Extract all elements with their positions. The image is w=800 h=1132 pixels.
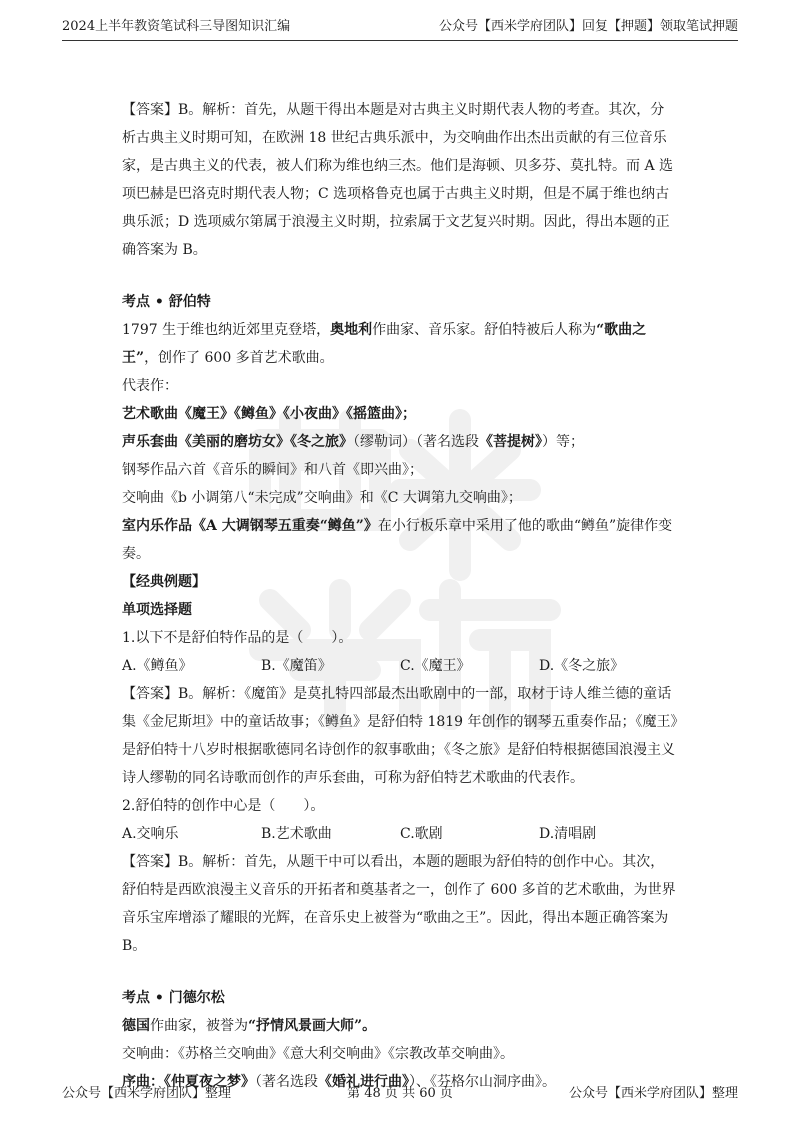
answer-2: 【答案】B。解析：首先，从题干中可以看出，本题的题眼为舒伯特的创作中心。其次，舒伯特是西欧浪漫主义音乐的开拓者和奠基者之一，创作了 600 多首的艺术歌曲，为世界音乐宝库增添了耀眼的光辉，在音乐史上被誉为“歌曲之王”。因此，得出本题正确答案为 B。 <box>122 854 676 954</box>
classic-examples-label: 【经典例题】 <box>122 574 206 590</box>
mendelssohn-symphonies: 交响曲：《苏格兰交响曲》《意大利交响曲》《宗教改革交响曲》。 <box>122 1046 514 1062</box>
works-chamber <box>122 512 678 568</box>
question-2: 2.舒伯特的创作中心是（ ）。 <box>122 798 325 814</box>
mendelssohn-honor: “抒情风景画大师”。 <box>248 1018 377 1034</box>
footer-left: 公众号【西米学府团队】整理 <box>62 1086 232 1101</box>
works-piano: 钢琴作品六首《音乐的瞬间》和八首《即兴曲》； <box>122 462 423 478</box>
page-number: 第 48 页 共 60 页 <box>347 1086 453 1101</box>
mendelssohn-intro <box>122 1012 678 1040</box>
header-title: 2024上半年教资笔试科三导图知识汇编 <box>62 19 291 34</box>
schubert-intro-text-3: ，创作了 600 多首艺术歌曲。 <box>144 350 334 366</box>
schubert-country: 奥地利 <box>330 322 373 338</box>
schubert-intro <box>122 316 678 372</box>
question-1: 1.以下不是舒伯特作品的是（ ）。 <box>122 630 353 646</box>
overture-excerpt: 《婚礼进行曲》 <box>318 1074 409 1090</box>
page-content <box>122 96 678 1096</box>
chamber-title: 室内乐作品《A 大调钢琴五重奏“鳟鱼”》 <box>122 518 378 534</box>
schubert-intro-text-2: 作曲家、音乐家。舒伯特被后人称为 <box>372 322 597 338</box>
question-2-options <box>122 820 678 848</box>
answer-1: 【答案】B。解析：《魔笛》是莫扎特四部最杰出歌剧中的一部，取材于诗人维兰德的童话集《金尼斯坦》中的童话故事；《鳟鱼》是舒伯特 1819 年创作的钢琴五重奏作品；《魔王》是舒伯特十八岁时根据歌德同名诗创作的叙事歌曲；《冬之旅》是舒伯特根据德国浪漫主义诗人缪勒的同名诗歌而创作的声乐套曲，可称为舒伯特艺术歌曲的代表作。 <box>122 686 678 786</box>
option-c: C.歌剧 <box>400 826 443 842</box>
mendelssohn-country: 德国 <box>122 1018 150 1034</box>
header-promo: 公众号【西米学府团队】回复【押题】领取笔试押题 <box>438 19 738 34</box>
works-symphonies: 交响曲《b 小调第八“未完成”交响曲》和《C 大调第九交响曲》； <box>122 490 522 506</box>
option-c: C.《魔王》 <box>400 658 471 674</box>
option-a: A.交响乐 <box>122 826 179 842</box>
option-b: B.《魔笛》 <box>261 658 332 674</box>
question-1-options <box>122 652 678 680</box>
section-title-mendelssohn: 考点 • 门德尔松 <box>122 990 225 1006</box>
section-title-schubert: 考点 • 舒伯特 <box>122 294 211 310</box>
song-cycles-titles: 声乐套曲《美丽的磨坊女》《冬之旅》 <box>122 434 353 450</box>
option-d: D.清唱剧 <box>539 826 597 842</box>
footer-right: 公众号【西米学府团队】整理 <box>568 1086 738 1101</box>
chamber-note: 在小行板乐章中采用了他的歌曲“鳟鱼”旋律作变奏。 <box>122 518 673 562</box>
song-cycles-excerpt: 《菩提树》 <box>479 434 542 450</box>
schubert-title-honor: “歌曲之王” <box>122 322 647 366</box>
option-a: A.《鳟鱼》 <box>122 658 193 674</box>
works-art-songs: 艺术歌曲《魔王》《鳟鱼》《小夜曲》《摇篮曲》； <box>122 406 416 422</box>
answer-paragraph: 【答案】B。解析：首先，从题干得出本题是对古典主义时期代表人物的考查。其次，分析古典主义时期可知，在欧洲 18 世纪古典乐派中，为交响曲作出杰出贡献的有三位音乐家，是古典主义的代表，被人们称为维也纳三杰。他们是海顿、贝多芬、莫扎特。而 A 选项巴赫是巴洛克时期代表人物；C 选项格鲁克也属于古典主义时期，但是不属于维也纳古典乐派；D 选项威尔第属于浪漫主义时期，拉索属于文艺复兴时期。因此，得出本题的正确答案为 B。 <box>122 102 674 258</box>
overture-title: 序曲：《仲夏夜之梦》 <box>122 1074 255 1090</box>
works-song-cycles <box>122 428 678 456</box>
page-header <box>62 14 738 41</box>
option-d: D.《冬之旅》 <box>539 658 625 674</box>
overture-note: （著名选段 <box>255 1074 318 1090</box>
schubert-intro-text: 1797 生于维也纳近郊里克登塔， <box>122 322 331 338</box>
mendelssohn-intro-text: 作曲家，被誉为 <box>150 1018 248 1034</box>
single-choice-label: 单项选择题 <box>122 602 192 618</box>
overture-end: ）、《芬格尔山洞序曲》。 <box>409 1074 556 1090</box>
page-footer <box>62 1084 738 1104</box>
works-label: 代表作： <box>122 378 178 394</box>
option-b: B.艺术歌曲 <box>261 826 332 842</box>
song-cycles-end: ）等； <box>542 434 584 450</box>
song-cycles-note: （缪勒词）（著名选段 <box>353 434 479 450</box>
